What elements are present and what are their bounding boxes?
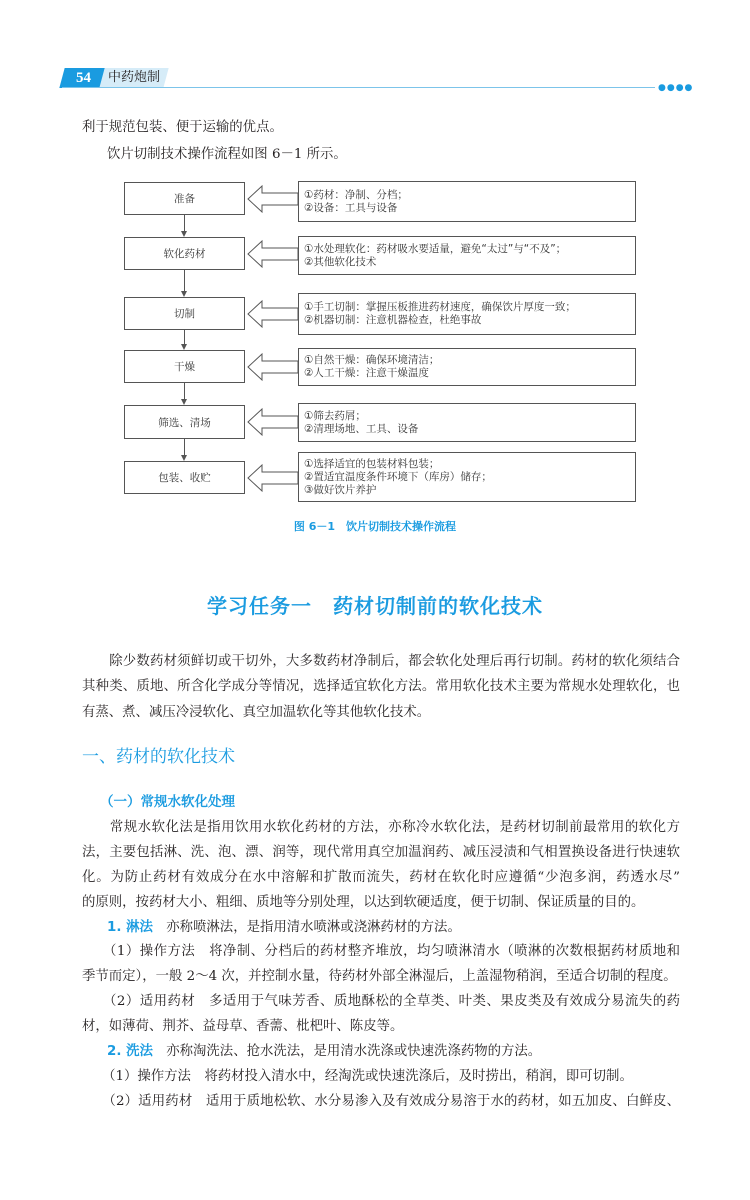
flow-step-details (298, 293, 636, 335)
paragraph-line: 的原则，按药材大小、粗细、质地等分别处理，以达到软硬适度，便于切制、保证质量的目的。 (82, 895, 645, 910)
paragraph-line: 常规水软化法是指用饮用水软化药材的方法，亦称冷水软化法，是药材切制前最常用的软化方 (82, 820, 680, 835)
heading-level-2: （一）常规水软化处理 (100, 794, 235, 810)
flow-connector (184, 383, 185, 399)
flow-detail-item: ③做好饮片养护 (304, 483, 377, 496)
flow-step (124, 297, 245, 330)
flow-step-label: 切制 (174, 308, 195, 320)
method-heading: 2. 洗法 亦称淘洗法、抢水洗法，是用清水洗涤或快速洗涤药物的方法。 (107, 1044, 542, 1059)
flow-connector (184, 330, 185, 344)
paragraph-line: （1）操作方法 将净制、分档后的药材整齐堆放，均匀喷淋清水（喷淋的次数根据药材质地和 (82, 944, 680, 959)
flow-detail-item: ②其他软化技术 (304, 255, 377, 268)
flow-step (124, 350, 245, 383)
paragraph-line: 有蒸、煮、减压冷浸软化、真空加温软化等其他软化技术。 (82, 705, 431, 720)
flow-detail-item: ②设备：工具与设备 (304, 201, 398, 214)
paragraph-line: （2）适用药材 多适用于气味芳香、质地酥松的全草类、叶类、果皮类及有效成分易流失的药 (82, 994, 680, 1009)
paragraph-line: 法，主要包括淋、洗、泡、漂、润等，现代常用真空加温润药、减压浸渍和气相置换设备进行快速软 (82, 845, 680, 860)
flow-connector (184, 439, 185, 455)
flow-step-label: 软化药材 (163, 248, 206, 260)
intro-line: 饮片切制技术操作流程如图 6－1 所示。 (107, 147, 347, 162)
flow-step-details (298, 348, 636, 386)
section-title: 学习任务一 药材切制前的软化技术 (207, 594, 543, 618)
hollow-arrow-icon (247, 463, 299, 493)
flow-step-label: 干燥 (174, 361, 195, 373)
flow-detail-item: ②置适宜温度条件环境下（库房）储存； (304, 470, 492, 483)
page-number: 54 (59, 68, 106, 88)
flow-step-label: 准备 (174, 193, 195, 205)
flow-detail-item: ②机器切制：注意机器检查，杜绝事故 (304, 314, 482, 326)
paragraph-line: 季节而定），一般 2～4 次，并控制水量，待药材外部全淋湿后，上盖湿物稍润，至适合切制的程度。 (82, 969, 677, 984)
flow-step-label: 包装、收贮 (158, 472, 211, 484)
flow-detail-item: ①手工切制：掌握压板推进药材速度，确保饮片厚度一致； (304, 301, 576, 313)
flow-step (124, 405, 245, 439)
flow-step-details (298, 452, 636, 502)
paragraph-line: （1）操作方法 将药材投入清水中，经淘洗或快速洗涤后，及时捞出，稍润，即可切制。 (82, 1069, 633, 1084)
intro-line: 利于规范包装、便于运输的优点。 (82, 120, 283, 135)
flow-connector (184, 270, 185, 291)
flow-connector (184, 215, 185, 231)
paragraph-line: 除少数药材须鲜切或干切外，大多数药材净制后，都会软化处理后再行切制。药材的软化须结合 (82, 654, 680, 669)
flow-step (124, 237, 245, 270)
paragraph-line: 材，如薄荷、荆芥、益母草、香薷、枇杷叶、陈皮等。 (82, 1019, 404, 1034)
flow-detail-item: ②人工干燥：注意干燥温度 (304, 367, 429, 379)
flow-detail-item: ②清理场地、工具、设备 (304, 422, 419, 435)
paragraph-line: 其种类、质地、所含化学成分等情况，选择适宜软化方法。常用软化技术主要为常规水处理软化，也 (82, 679, 680, 694)
flow-detail-item: ①药材：净制、分档； (304, 188, 408, 201)
flow-step-details (298, 403, 636, 442)
flow-detail-item: ①筛去药屑； (304, 409, 366, 422)
hollow-arrow-icon (247, 239, 299, 269)
flow-step-details (298, 181, 636, 222)
book-title: 中药炮制 (99, 68, 168, 88)
hollow-arrow-icon (247, 184, 299, 214)
flow-detail-item: ①选择适宜的包装材料包装； (304, 457, 440, 470)
heading-level-1: 一、药材的软化技术 (82, 747, 235, 767)
flow-step (124, 461, 245, 494)
method-heading: 1. 淋法 亦称喷淋法，是指用清水喷淋或浇淋药材的方法。 (107, 920, 461, 935)
flow-step (124, 182, 245, 215)
paragraph-line: （2）适用药材 适用于质地松软、水分易渗入及有效成分易溶于水的药材，如五加皮、白鲜皮、 (82, 1094, 680, 1109)
hollow-arrow-icon (247, 299, 299, 329)
header-dots: ●●●● (658, 83, 694, 93)
hollow-arrow-icon (247, 407, 299, 437)
flow-detail-item: ①自然干燥：确保环境清洁； (304, 354, 440, 366)
flow-detail-item: ①水处理软化：药材吸水要适量，避免“太过”与“不及”； (304, 242, 567, 255)
paragraph-line: 化。为防止药材有效成分在水中溶解和扩散而流失，药材在软化时应遵循“少泡多润，药透水尽” (82, 870, 680, 885)
hollow-arrow-icon (247, 352, 299, 382)
figure-caption: 图 6－1 饮片切制技术操作流程 (293, 520, 457, 533)
flow-step-label: 筛选、清场 (158, 416, 211, 429)
header-divider (62, 87, 655, 88)
flow-step-details (298, 236, 636, 275)
